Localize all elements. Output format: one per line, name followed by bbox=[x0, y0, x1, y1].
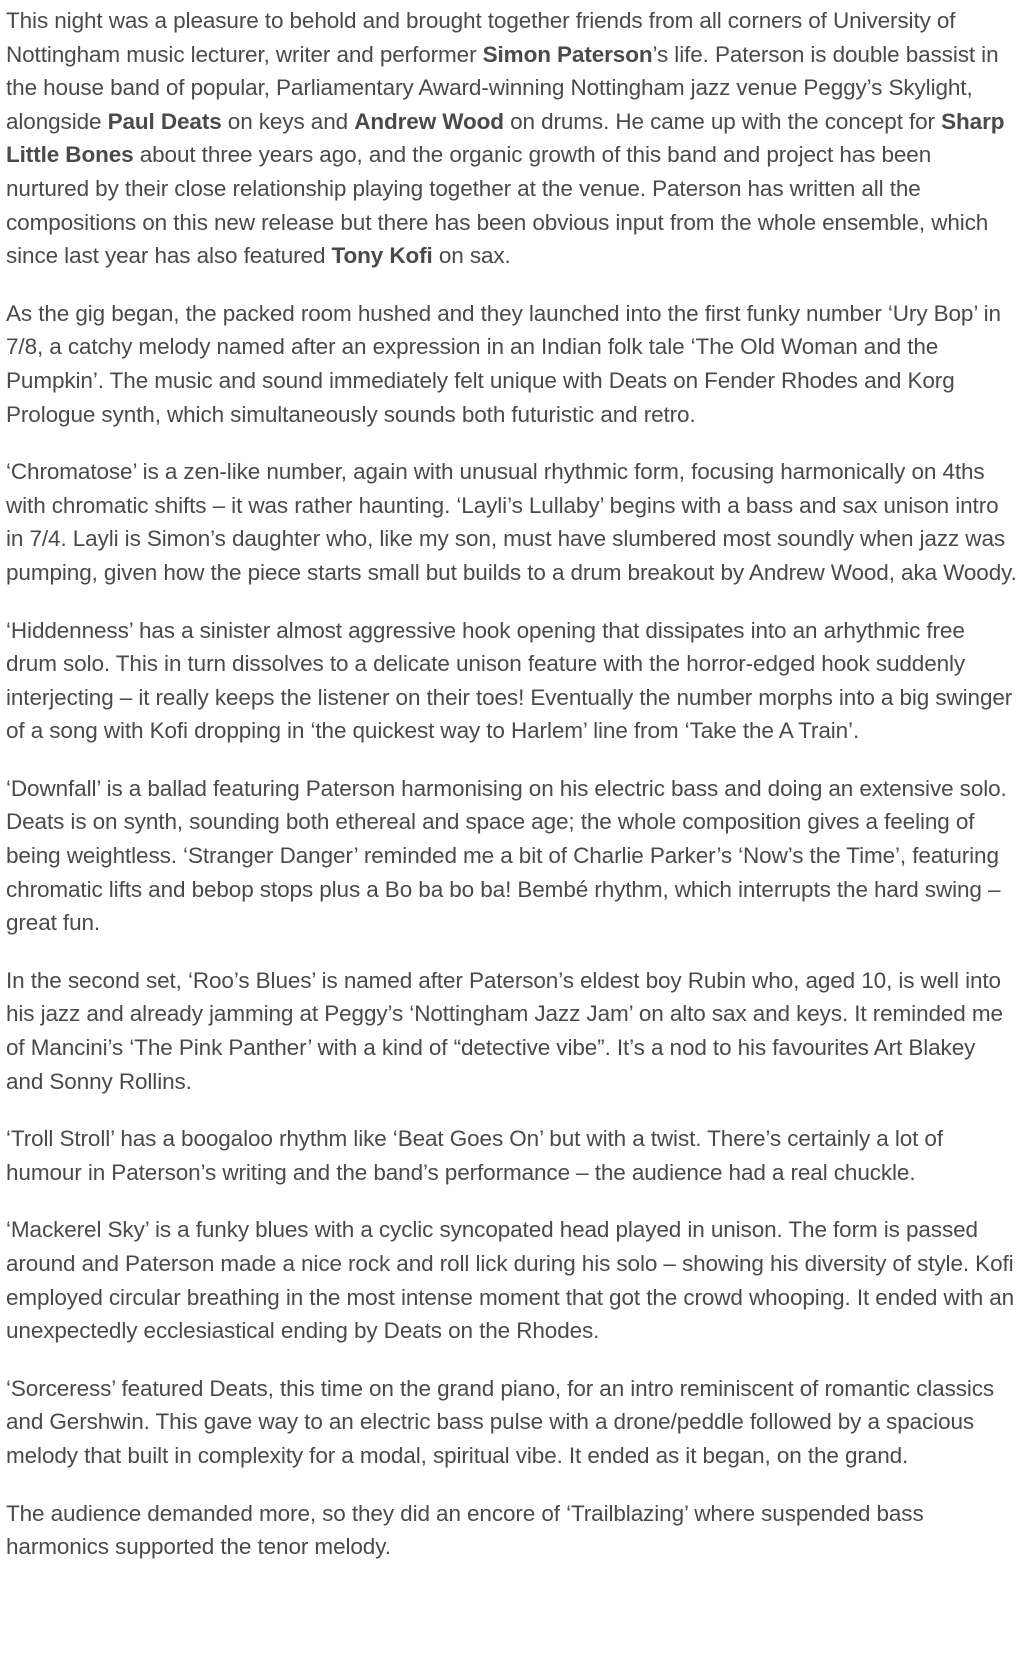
intro-text-3: on keys and bbox=[221, 108, 355, 134]
paragraph-intro bbox=[6, 4, 1018, 273]
band-name-sharp-little-bones: Sharp Little Bones bbox=[6, 108, 1005, 168]
paragraph-downfall: ‘Downfall’ is a ballad featuring Paterson harmonising on his electric bass and doing an extensive solo. Deats is on synth, sounding both ethereal and space age; the whole composition gives a feeling of being weightless. ‘Stranger Danger’ reminded me a bit of Charlie Parker’s ‘Now’s the Time’, featuring chromatic lifts and bebop stops plus a Bo ba bo ba! Bembé rhythm, which interrupts the hard swing – great fun. bbox=[6, 775, 1007, 936]
intro-text-4: on drums. He came up with the concept for bbox=[503, 108, 942, 134]
paragraph-troll-stroll: ‘Troll Stroll’ has a boogaloo rhythm like ‘Beat Goes On’ but with a twist. There’s certainly a lot of humour in Paterson’s writing and the band’s performance – the audience had a real chuckle. bbox=[6, 1126, 943, 1185]
intro-text-1: This night was a pleasure to behold and brought together friends from all corners of University of Nottingham music lecturer, writer and performer bbox=[6, 8, 956, 67]
paragraph-encore: The audience demanded more, so they did an encore of ‘Trailblazing’ where suspended bass harmonics supported the tenor melody. bbox=[6, 1500, 924, 1560]
name-simon-paterson: Simon Paterson bbox=[482, 41, 653, 67]
name-paul-deats: Paul Deats bbox=[107, 108, 222, 134]
name-tony-kofi: Tony Kofi bbox=[331, 243, 433, 269]
paragraph-roos-blues: In the second set, ‘Roo’s Blues’ is named after Paterson’s eldest boy Rubin who, aged 10, is well into his jazz and already jamming at Peggy’s ‘Nottingham Jazz Jam’ on alto sax and keys. It reminded me of Mancini’s ‘The Pink Panther’ with a kind of “detective vibe”. It’s a nod to his favourites Art Blakey and Sonny Rollins. bbox=[6, 967, 1003, 1094]
paragraph-chromatose: ‘Chromatose’ is a zen-like number, again with unusual rhythmic form, focusing harmonically on 4ths with chromatic shifts – it was rather haunting. ‘Layli’s Lullaby’ begins with a bass and sax unison intro in 7/4. Layli is Simon’s daughter who, like my son, must have slumbered most soundly when jazz was pumping, given how the piece starts small but builds to a drum breakout by Andrew Wood, aka Woody. bbox=[6, 459, 1017, 585]
paragraph-hiddenness: ‘Hiddenness’ has a sinister almost aggressive hook opening that dissipates into an arhythmic free drum solo. This in turn dissolves to a delicate unison feature with the horror-edged hook suddenly interjecting – it really keeps the listener on their toes! Eventually the number morphs into a big swinger of a song with Kofi dropping in ‘the quickest way to Harlem’ line from ‘Take the A Train’. bbox=[6, 617, 1013, 744]
intro-text-6: on sax. bbox=[432, 243, 511, 269]
intro-text-5: about three years ago, and the organic growth of this band and project has been nurtured by their close relationship playing together at the venue. Paterson has written all the compositions on this new release but there has been obvious input from the whole ensemble, which since last year has also featured bbox=[6, 142, 989, 269]
paragraph-mackerel-sky: ‘Mackerel Sky’ is a funky blues with a cyclic syncopated head played in unison. The form is passed around and Paterson made a nice rock and roll lick during his solo – showing his diversity of style. Kofi employed circular breathing in the most intense moment that got the crowd whooping. It ended with an unexpectedly ecclesiastical ending by Deats on the Rhodes. bbox=[6, 1217, 1015, 1344]
paragraph-ury-bop: As the gig began, the packed room hushed and they launched into the first funky number ‘Ury Bop’ in 7/8, a catchy melody named after an expression in an Indian folk tale ‘The Old Woman and the Pumpkin’. The music and sound immediately felt unique with Deats on Fender Rhodes and Korg Prologue synth, which simultaneously sounds both futuristic and retro. bbox=[6, 300, 1001, 427]
intro-text-2: ’s life. Paterson is double bassist in the house band of popular, Parliamentary Award-winning Nottingham jazz venue Peggy’s Skylight, alongside bbox=[6, 41, 999, 134]
paragraph-sorceress: ‘Sorceress’ featured Deats, this time on the grand piano, for an intro reminiscent of romantic classics and Gershwin. This gave way to an electric bass pulse with a drone/peddle followed by a spacious melody that built in complexity for a modal, spiritual vibe. It ended as it began, on the grand. bbox=[6, 1375, 995, 1468]
name-andrew-wood: Andrew Wood bbox=[354, 108, 504, 134]
